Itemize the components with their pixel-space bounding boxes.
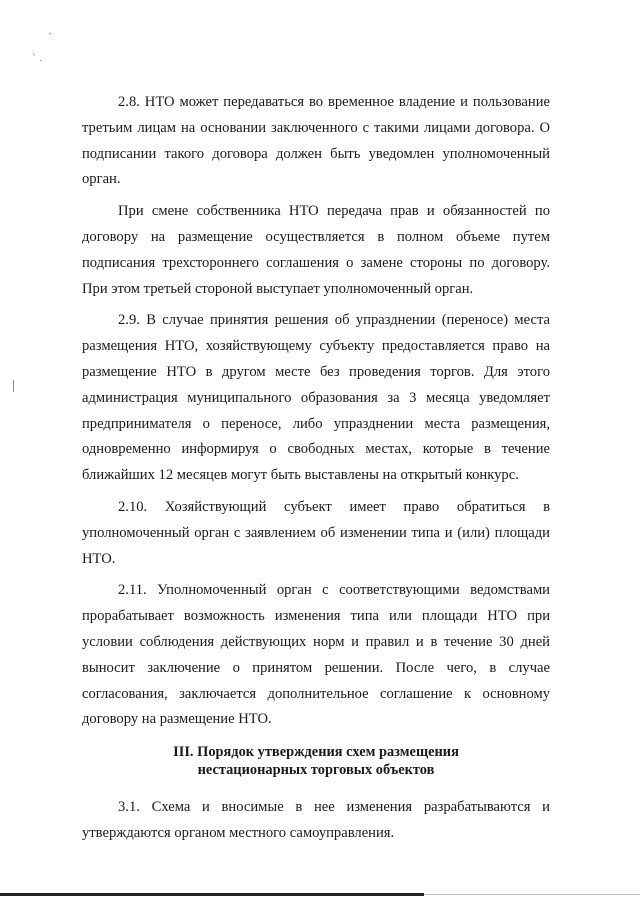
paragraph-3-1: 3.1. Схема и вносимые в нее изменения разрабатываются и утверждаются органом местного самоуправления. <box>82 799 550 841</box>
scan-edge-line <box>0 893 424 896</box>
paragraph-2-9: 2.9. В случае принятия решения об упразднении (переносе) места размещения НТО, хозяйствующему субъекту предоставляется право на размещение НТО в другом месте без проведения торгов. Для этого администрация муниципального образования за 3 месяца уведомляет предпринимателя о переносе, либо упразднении места размещения, одновременно информируя о свободных местах, которые в течение ближайших 12 месяцев могут быть выставлены на открытый конкурс. <box>82 312 550 484</box>
paragraph-2-11: 2.11. Уполномоченный орган с соответствующими ведомствами прорабатывает возможность изменения типа или площади НТО при условии соблюдения действующих норм и правил и в течение 30 дней выносит заключение о принятом решении. После чего, в случае согласования, заключается дополнительное соглашение к основному договору на размещение НТО. <box>82 582 550 728</box>
paragraph-2-10: 2.10. Хозяйствующий субъект имеет право обратиться в уполномоченный орган с заявлением об изменении типа и (или) площади НТО. <box>82 498 550 567</box>
section-heading-line-1: III. Порядок утверждения схем размещения <box>173 744 459 761</box>
section-heading <box>82 743 550 779</box>
document-body <box>82 90 550 847</box>
scan-artifact: ` . <box>32 54 43 64</box>
paragraph-2-8: 2.8. НТО может передаваться во временное владение и пользование третьим лицам на основании заключенного с такими лицами договора. О подписании такого договора должен быть уведомлен уполномоченный орган. <box>82 94 550 188</box>
section-heading-line-2: нестационарных торговых объектов <box>197 762 435 779</box>
scan-artifact: ` <box>48 33 53 43</box>
paragraph-owner-change: При смене собственника НТО передача прав и обязанностей по договору на размещение осуществляется в полном объеме путем подписания трехстороннего соглашения о замене стороны по договору. При этом третьей стороной выступает уполномоченный орган. <box>82 203 550 297</box>
margin-mark <box>13 380 14 392</box>
scan-edge-line-faint <box>424 894 640 895</box>
